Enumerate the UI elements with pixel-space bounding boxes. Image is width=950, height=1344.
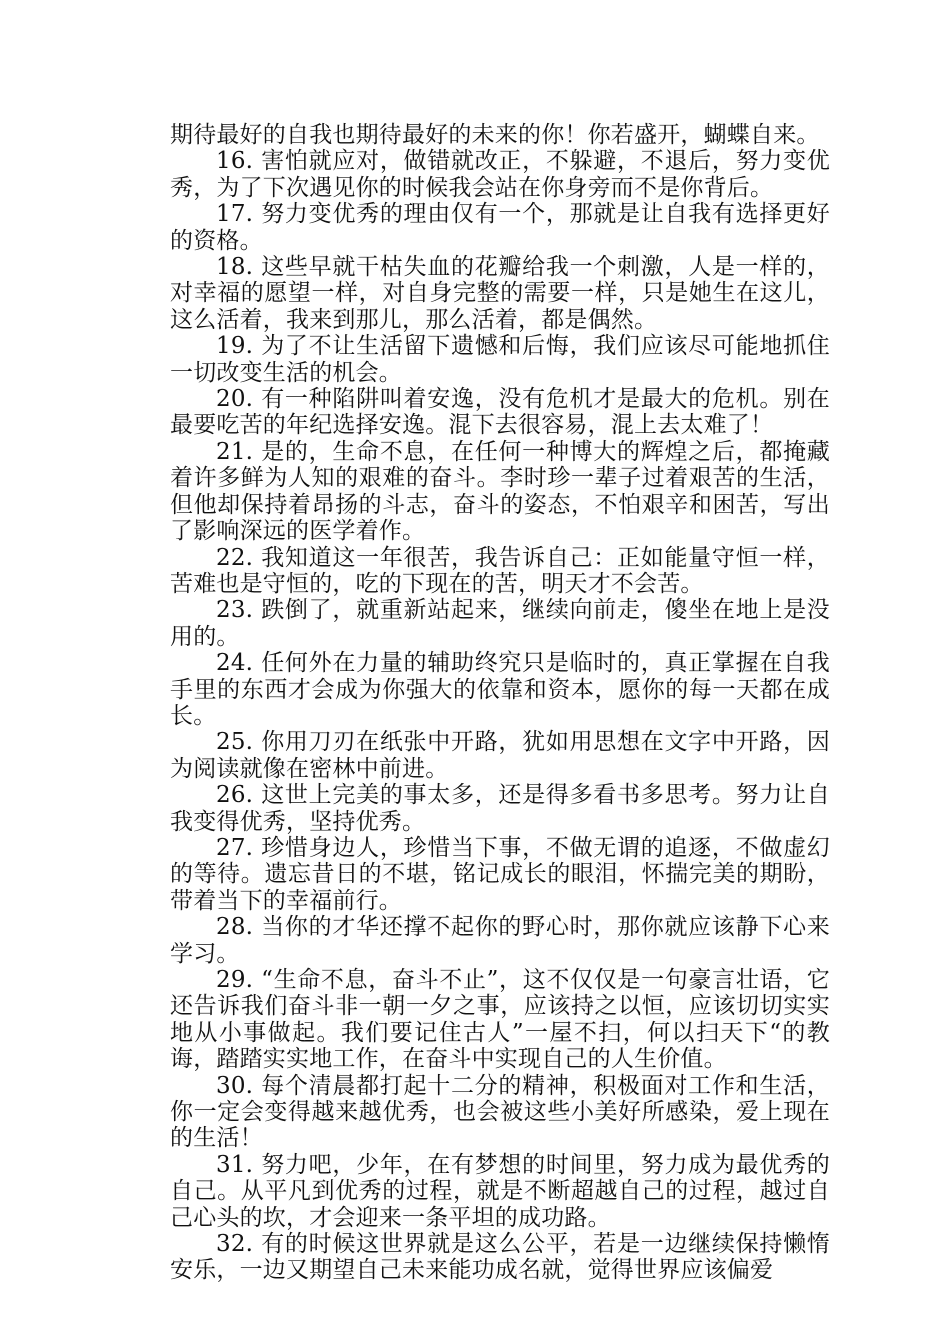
paragraph-15-continuation: 期待最好的自我也期待最好的未来的你！你若盛开，蝴蝶自来。	[170, 122, 820, 148]
paragraph-31: 31. 努力吧，少年，在有梦想的时间里，努力成为最优秀的自己。从平凡到优秀的过程，就是不断超越自己的过程，越过自己心头的坎，才会迎来一条平坦的成功路。	[170, 1151, 830, 1231]
paragraph-24: 24. 任何外在力量的辅助终究只是临时的，真正掌握在自我手里的东西才会成为你强大的依靠和资本，愿你的每一天都在成长。	[170, 650, 830, 729]
paragraph-26: 26. 这世上完美的事太多，还是得多看书多思考。努力让自我变得优秀，坚持优秀。	[170, 782, 830, 835]
paragraph-23: 23. 跌倒了，就重新站起来，继续向前走，傻坐在地上是没用的。	[170, 597, 830, 650]
paragraph-21: 21. 是的，生命不息，在任何一种博大的辉煌之后，都掩藏着许多鲜为人知的艰难的奋斗。李时珍一辈子过着艰苦的生活，但他却保持着昂扬的斗志，奋斗的姿态，不怕艰辛和困苦，写出了影响深远的医学着作。	[170, 438, 830, 545]
paragraph-29: 29. “生命不息，奋斗不止”，这不仅仅是一句豪言壮语，它还告诉我们奋斗非一朝一夕之事，应该持之以恒，应该切切实实地从小事做起。我们要记住古人”一屋不扫，何以扫天下“的教诲，踏踏实实地工作，在奋斗中实现自己的人生价值。	[170, 967, 830, 1073]
paragraph-19: 19. 为了不让生活留下遗憾和后悔，我们应该尽可能地抓住一切改变生活的机会。	[170, 333, 830, 386]
paragraph-17: 17. 努力变优秀的理由仅有一个，那就是让自我有选择更好的资格。	[170, 201, 830, 254]
paragraph-18: 18. 这些早就干枯失血的花瓣给我一个刺激，人是一样的，对幸福的愿望一样，对自身完整的需要一样，只是她生在这儿，这么活着，我来到那儿，那么活着，都是偶然。	[170, 254, 830, 333]
paragraph-22: 22. 我知道这一年很苦，我告诉自己：正如能量守恒一样，苦难也是守恒的，吃的下现在的苦，明天才不会苦。	[170, 544, 830, 597]
paragraph-27: 27. 珍惜身边人，珍惜当下事，不做无谓的追逐，不做虚幻的等待。遗忘昔日的不堪，铭记成长的眼泪，怀揣完美的期盼，带着当下的幸福前行。	[170, 834, 830, 914]
paragraph-30: 30. 每个清晨都打起十二分的精神，积极面对工作和生活，你一定会变得越来越优秀，也会被这些小美好所感染，爱上现在的生活！	[170, 1072, 830, 1152]
document-body	[170, 122, 830, 1284]
paragraph-28: 28. 当你的才华还撑不起你的野心时，那你就应该静下心来学习。	[170, 914, 830, 967]
paragraph-20: 20. 有一种陷阱叫着安逸，没有危机才是最大的危机。别在最要吃苦的年纪选择安逸。混下去很容易，混上去太难了！	[170, 386, 830, 439]
paragraph-16: 16. 害怕就应对，做错就改正，不躲避，不退后，努力变优秀，为了下次遇见你的时候我会站在你身旁而不是你背后。	[170, 148, 830, 201]
paragraph-25: 25. 你用刀刃在纸张中开路，犹如用思想在文字中开路，因为阅读就像在密林中前进。	[170, 729, 830, 782]
paragraph-32: 32. 有的时候这世界就是这么公平，若是一边继续保持懒惰安乐，一边又期望自己未来能功成名就，觉得世界应该偏爱	[170, 1231, 830, 1284]
